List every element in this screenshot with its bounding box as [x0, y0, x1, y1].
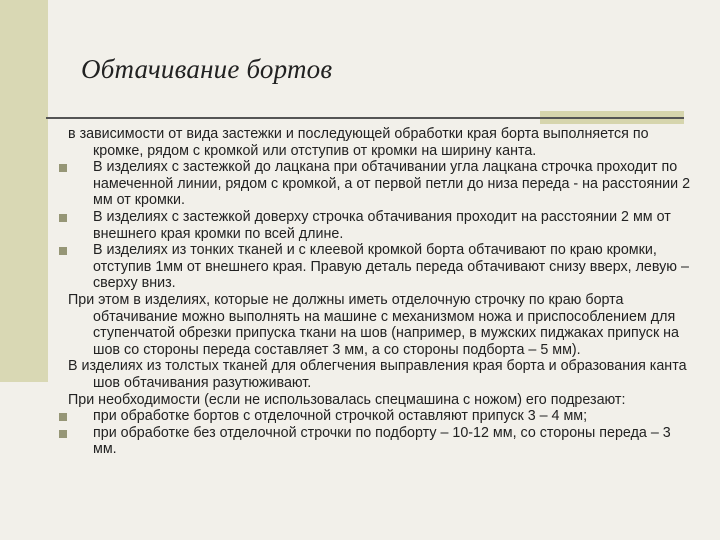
paragraph: При этом в изделиях, которые не должны иметь отделочную строчку по краю борта обтачивание можно выполнять на машине с механизмом ножа и приспособлением для ступенчатой обрезки припуска ткани на шов (например, в мужских пиджаках припуск на шов со стороны переда составляет 3 мм, а со стороны подборта – 5 мм). — [68, 291, 680, 358]
bullet-text: при обработке бортов с отделочной строчкой оставляют припуск 3 – 4 мм; — [93, 408, 588, 425]
slide-title: Обтачивание бортов — [81, 54, 333, 84]
bullet-text: В изделиях с застежкой до лацкана при обтачивании угла лацкана строчка проходит по намеченной линии, рядом с кромкой, а от первой петли до низа переда - на расстоянии 2 мм от кромки. — [93, 159, 691, 209]
title-rule — [46, 117, 684, 119]
paragraph: В изделиях из толстых тканей для облегчения выправления края борта и образования канта шов обтачивания разутюживают. — [68, 358, 687, 391]
bullet-item — [68, 408, 698, 425]
square-bullet-icon — [59, 413, 67, 421]
paragraph: в зависимости от вида застежки и последующей обработки края борта выполняется по кромке, рядом с кромкой или отступив от кромки на ширину канта. — [68, 126, 649, 159]
square-bullet-icon — [59, 214, 67, 222]
bullet-item — [68, 242, 698, 292]
bullet-item — [68, 209, 698, 242]
square-bullet-icon — [59, 164, 67, 172]
square-bullet-icon — [59, 430, 67, 438]
bullet-text: В изделиях с застежкой доверху строчка обтачивания проходит на расстоянии 2 мм от внешнего края кромки по всей длине. — [93, 208, 671, 242]
left-accent-band — [0, 0, 48, 382]
bullet-item — [68, 425, 698, 458]
bullet-text: В изделиях из тонких тканей и с клеевой кромкой борта обтачивают по краю кромки, отступив 1мм от внешнего края. Правую деталь переда обтачивают снизу вверх, левую – сверху вниз. — [93, 242, 689, 292]
square-bullet-icon — [59, 247, 67, 255]
paragraph: При необходимости (если не использовалась спецмашина с ножом) его подрезают: — [68, 391, 626, 408]
bullet-text: при обработке без отделочной строчки по подборту – 10-12 мм, со стороны переда – 3 мм. — [93, 424, 671, 458]
bullet-item — [68, 159, 698, 209]
slide-body — [68, 126, 698, 458]
